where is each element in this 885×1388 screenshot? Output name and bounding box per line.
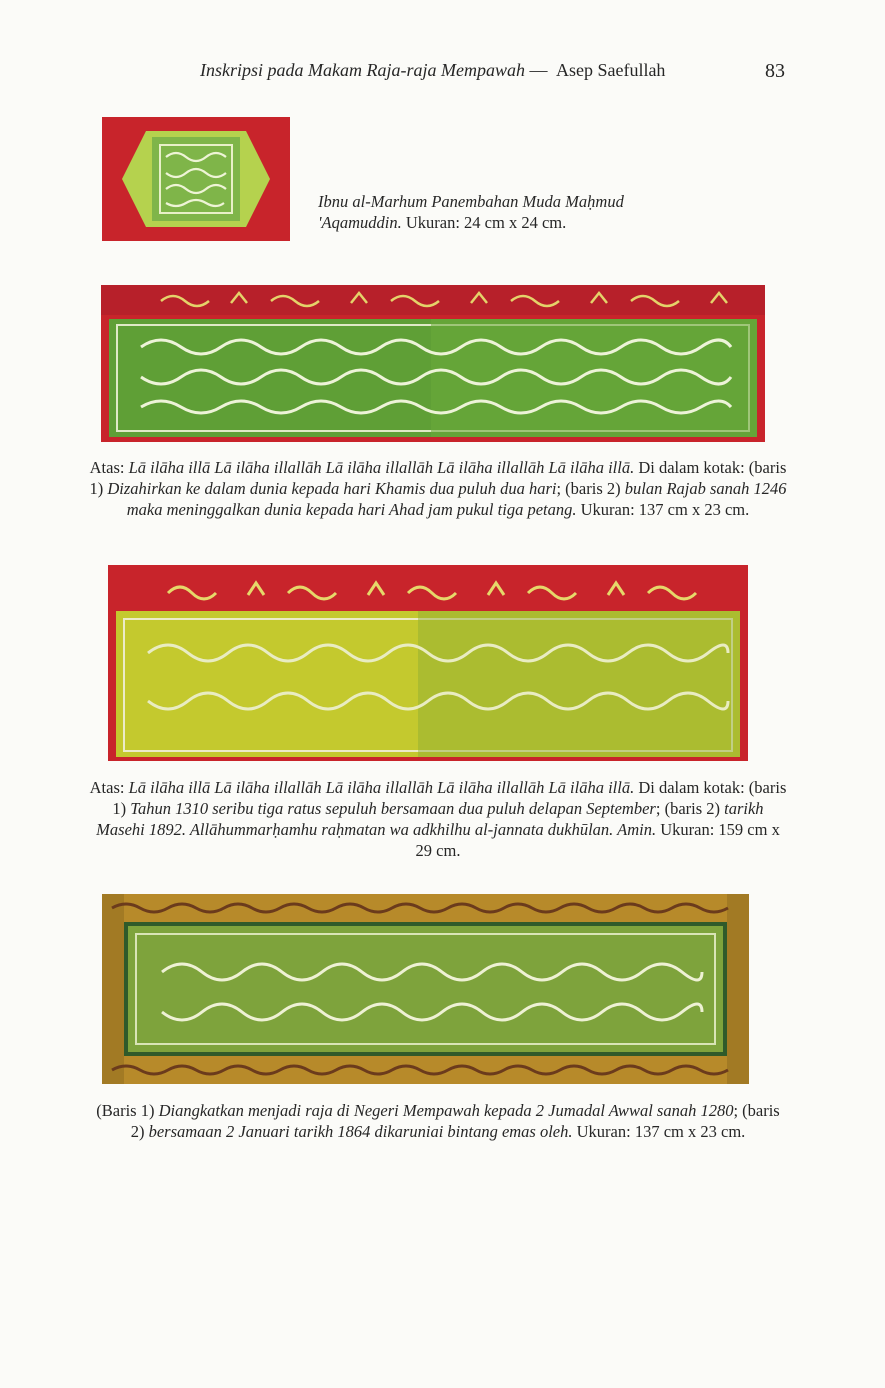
header-author: Asep Saefullah [555, 60, 666, 80]
plaque-photo-2 [101, 285, 765, 442]
figure2-baris2-label: ; (baris 2) [556, 479, 621, 498]
page-number: 83 [765, 60, 785, 82]
figure3-line1: Tahun 1310 seribu tiga ratus sepuluh bersamaan dua puluh delapan September [130, 799, 656, 818]
figure3-line2: tarikh Masehi 1892. Allāhummarḥamhu raḥmatan wa adkhilhu al-jannata dukhūlan. Amin. [96, 799, 764, 839]
figure2-shahada: Lā ilāha illā Lā ilāha illallāh Lā ilāha illallāh Lā ilāha illallāh Lā ilāha [128, 458, 604, 477]
figure4-baris2-label: ; (baris 2) [130, 1101, 780, 1141]
header-title: Inskripsi pada Makam Raja-raja Mempawah [200, 60, 525, 80]
figure4-baris1-label: (Baris 1) [96, 1101, 155, 1120]
figure3-atas-label: Atas: [89, 778, 125, 797]
figure1-caption-size: Ukuran: 24 cm x 24 cm. [405, 213, 567, 232]
figure2-line2: bulan Rajab sanah 1246 maka meninggalkan dunia kepada hari Ahad jam pukul tiga petang. [126, 479, 787, 519]
figure4-line1: Diangkatkan menjadi raja di Negeri Mempawah kepada 2 Jumadal Awwal sanah 1280 [158, 1101, 734, 1120]
figure2-shahada-end: illā. [608, 458, 635, 477]
figure3-shahada: Lā ilāha illā Lā ilāha illallāh Lā ilāha illallāh Lā ilāha illallāh Lā ilāha [128, 778, 604, 797]
figure1-caption-name-2: 'Aqamuddin. [318, 213, 402, 232]
figure1-caption [318, 191, 738, 233]
figure1-caption-name: Ibnu al-Marhum Panembahan Muda Maḥmud [318, 192, 624, 211]
figure3-baris2-label: ; (baris 2) [655, 799, 721, 818]
running-header [200, 60, 785, 81]
plaque-photo-3 [108, 565, 748, 761]
plaque-photo-4 [102, 894, 749, 1084]
figure3-caption [88, 777, 788, 861]
figure4-size: Ukuran: 137 cm x 23 cm. [576, 1122, 746, 1141]
figure2-size: Ukuran: 137 cm x 23 cm. [580, 500, 750, 519]
figure3-shahada-end: illā. [608, 778, 635, 797]
header-separator: — [529, 60, 548, 80]
figure2-caption [88, 457, 788, 520]
figure4-caption [88, 1100, 788, 1142]
figure3-box-label: Di dalam kotak: (baris 1) [112, 778, 787, 818]
figure2-box-label: Di dalam kotak: (baris 1) [89, 458, 787, 498]
figure4-line2: bersamaan 2 Januari tarikh 1864 dikaruniai bintang emas oleh. [148, 1122, 573, 1141]
figure2-atas-label: Atas: [89, 458, 125, 477]
figure3-size: Ukuran: 159 cm x 29 cm. [415, 820, 780, 860]
figure2-line1: Dizahirkan ke dalam dunia kepada hari Khamis dua puluh dua hari [107, 479, 557, 498]
plaque-photo-1 [102, 117, 290, 241]
